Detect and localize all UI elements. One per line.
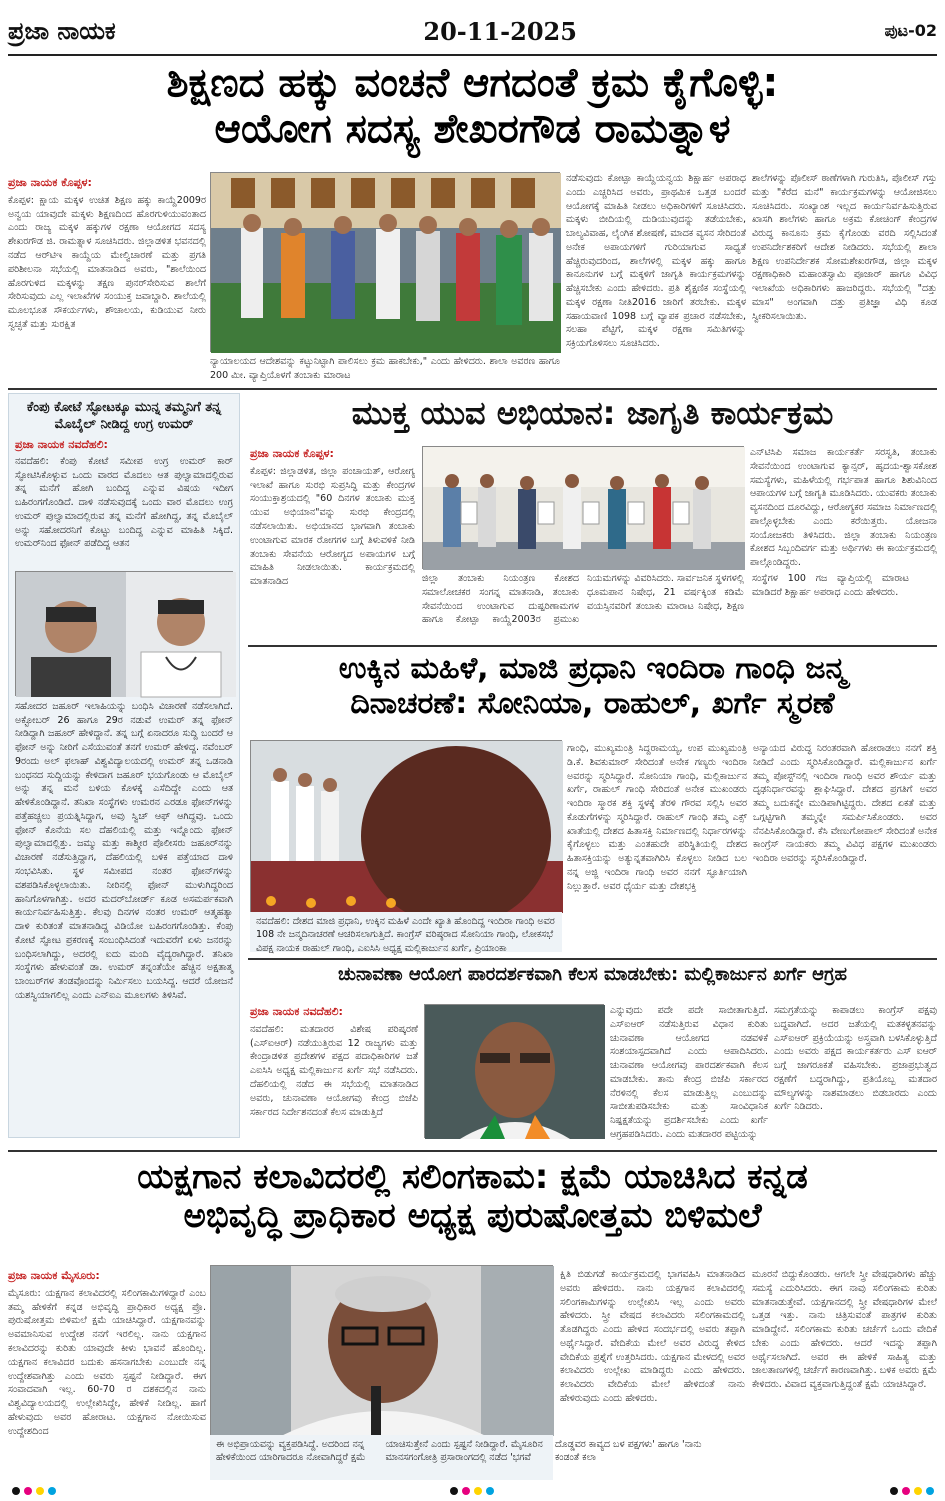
story1-headline (10, 60, 935, 152)
story3-col3 (750, 446, 937, 638)
registration-dot (450, 1487, 458, 1495)
awareness-event-photo (423, 447, 745, 570)
story1-headline-line1: ಶಿಕ್ಷಣದ ಹಕ್ಕು ವಂಚನೆ ಆಗದಂತೆ ಕ್ರಮ ಕೈಗೊಳ್ಳಿ: (166, 60, 779, 106)
story1-col3 (566, 172, 746, 382)
story2-text-bottom: ಸಹೋದರ ಜಹೂರ್ ಇಲಾಹಿಯನ್ನು ಬಂಧಿಸಿ ವಿಚಾರಣೆ ನಡೆಸಲಾಗಿದೆ. ಅಕ್ಟೋಬರ್ 26 ಹಾಗೂ 29ರ ನಡುವೆ ಉಮರ್ ತನ್ನ ಫೋನ್ ನೀಡಿದ್ದಾಗಿ ಜಹೂರ್ ಹೇಳಿದ್ದಾನೆ. ತನ್ನ ಬಗ್ಗೆ ಏನಾದರೂ ಸುದ್ದಿ ಬಂದರೆ ಆ ಫೋನ್ ಅನ್ನು ನೀರಿಗೆ ಎಸೆಯುವಂತೆ ತನಗೆ ಉಮರ್ ಹೇಳಿದ್ದ. ನವೆಂಬರ್ 9ರಂದು ಅಲ್ ಫಲಾಹ್ ವಿಶ್ವವಿದ್ಯಾಲಯದಲ್ಲಿ ಉಮರ್ ತನ್ನ ಒಡನಾಡಿ ಬಂಧನದ ಸುದ್ದಿಯನ್ನು ಕೇಳಿದಾಗ ಜಹೂರ್ ಭಯಗೊಂಡು ಆ ಮೊಬೈಲ್ ಅನ್ನು ತನ್ನ ಮನೆ ಬಳಿಯ ಕೊಳಕ್ಕೆ ಎಸೆದಿದ್ದೇ ಎಂದು ಆತ ಹೇಳಿಕೊಂಡಿದ್ದಾನೆ. ತನಿಖಾ ಸಂಸ್ಥೆಗಳು ಉಮರನ ಎರಡೂ ಫೋನ್‌ಗಳನ್ನು ಪತ್ತೆಹಚ್ಚಲು ಪ್ರಯತ್ನಿಸಿದ್ದಾಗ, ಅವು ಸ್ವಿಚ್ ಆಫ್ ಆಗಿದ್ದವು. ಒಂದು ಫೋನ್ ಕೊನೆಯ ಸಲ ದೆಹಲಿಯಲ್ಲಿ ಮತ್ತು ಇನ್ನೊಂದು ಫೋನ್ ಪುಲ್ವಾಮಾದಲ್ಲಿತ್ತು. ಜಮ್ಮು ಮತ್ತು ಕಾಶ್ಮೀರ ಪೊಲೀಸರು ಜಹೂರ್‌ನನ್ನು ವಿಚಾರಣೆ ನಡೆಸುತ್ತಿದ್ದಾಗ, ದೆಹಲಿಯಲ್ಲಿ ಬಳಿಕ ಪತ್ತೆಯಾದ ದಾಳಿ ಸಂಭವಿಸಿತು. ಸ್ಥಳ ಸಮೀಪದ ನಂತರ ಫೋನ್‌ಗಳನ್ನು ವಶಪಡಿಸಿಕೊಳ್ಳಲಾಯಿತು. ನೀರಿನಲ್ಲಿ ಫೋನ್ ಮುಳುಗಿದ್ದರಿಂದ ಹಾನಿಗೊಳಗಾಗಿತ್ತು. ಅದರ ಮದರ್‌ಬೋರ್ಡ್ ಕೂಡ ಅಸಮರ್ಪಕವಾಗಿ ಕಾರ್ಯನಿರ್ವಹಿಸುತ್ತಿತ್ತು. ಕೆಲವು ದಿನಗಳ ನಂತರ ಉಮರ್ ಆತ್ಮಹತ್ಯಾ ದಾಳಿ ಕುರಿತಂತೆ ಮಾತನಾಡಿದ್ದ ವಿಡಿಯೋ ಬಹಿರಂಗಗೊಂಡಿತ್ತು. ಕೆಂಪು ಕೋಟೆ ಸ್ಫೋಟ ಪ್ರಕರಣಕ್ಕೆ ಸಂಬಂಧಿಸಿದಂತೆ ಇದುವರೆಗೆ ಏಳು ಜನರನ್ನು ಬಂಧಿಸಲಾಗಿದ್ದು, ಅದರಲ್ಲಿ ಐದು ಮಂದಿ ವೈದ್ಯರಾಗಿದ್ದಾರೆ. ತನಿಖಾ ಸಂಸ್ಥೆಗಳು ಹೇಳುವಂತೆ ಡಾ. ಉಮರ್ ತನ್ನಂತೆಯೇ ಹೆಚ್ಚಿನ ಅಕ್ಷತಾತ್ಮ ಬಾಂಬರ್‌ಗಳ ತಂಡವೊಂದನ್ನು ನಿರ್ಮಿಸಲು ಬಯಸಿದ್ದ. ಆದರೆ ಯೋಜನೆ ಯಶಸ್ವಿಯಾಗಲಿಲ್ಲ ಎಂದು ಎನ್‌ಐಎ ಮೂಲಗಳು ತಿಳಿಸಿವೆ. (15, 700, 233, 1001)
story4-col3 (753, 742, 937, 952)
story3-headline: ಮುಕ್ತ ಯುವ ಅಭಿಯಾನ: ಜಾಗೃತಿ ಕಾರ್ಯಕ್ರಮ (351, 394, 834, 432)
story1-col4-text: ಶಾಲೆಗಳನ್ನು ಪೊಲೀಸ್ ಠಾಣೆಗಳಾಗಿ ಗುರುತಿಸಿ, ಪೊಲೀಸ್ ಗಸ್ತು ಮತ್ತು "ಕೆರೆದ ಮನೆ" ಕಾರ್ಯಕ್ರಮಗಳನ್ನು ಆಯೋಜಿಸಲು ಸೂಚಿಸಿದರು. ಸಂಖ್ಯಾಂಶ ಇಲ್ಲದ ಕಾರ್ಯನಿರ್ವಹಿಸುತ್ತಿರುವ ಖಾಸಗಿ ಶಾಲೆಗಳು ಹಾಗೂ ಅಕ್ರಮ ಕೋಚಿಂಗ್ ಕೇಂದ್ರಗಳ ವಿರುದ್ಧ ಕಾನೂನು ಕ್ರಮ ಕೈಗೊಂಡು ವರದಿ ಸಲ್ಲಿಸಿದಂತೆ ಉಪನಿರ್ದೇಶಕರಿಗೆ ಆದೇಶ ನೀಡಿದರು. ಸಭೆಯಲ್ಲಿ ಶಾಲಾ ಶಿಕ್ಷಣ ಉಪನಿರ್ದೇಶಕ ಸೋಮಶೇಖರಗೌಡ, ಜಿಲ್ಲಾ ಮಕ್ಕಳ ರಕ್ಷಣಾಧಿಕಾರಿ ಮಹಾಂತಸ್ವಾಮಿ ಪೂಜಾರ್ ಹಾಗೂ ವಿವಿಧ ಇಲಾಖೆಯ ಅಧಿಕಾರಿಗಳು ಹಾಜರಿದ್ದರು. ಸಭೆಯಲ್ಲಿ "ದತ್ತು ಮಾಸ" ಅಂಗವಾಗಿ ದತ್ತು ಪ್ರತಿಜ್ಞಾ ವಿಧಿ ಕೂಡ ಸ್ವೀಕರಿಸಲಾಯಿತು. (752, 173, 937, 322)
story2-photo (15, 571, 233, 696)
registration-dot (486, 1487, 494, 1495)
story1-headline-line2: ಆಯೋಗ ಸದಸ್ಯ ಶೇಖರಗೌಡ ರಾಮತ್ನಾಳ (214, 106, 731, 152)
story6-byline: ಪ್ರಜಾ ನಾಯಕ ಮೈಸೂರು: (8, 1269, 100, 1282)
issue-date: 20-11-2025 (423, 16, 577, 46)
story5-photo (424, 1004, 604, 1138)
newspaper-name: ಪ್ರಜಾ ನಾಯಕ (8, 17, 116, 45)
story6-col4-text: ಮೂರನೆ ಬಿದ್ದುಕೊಂಡರು. ಆಗಲೇ ಸ್ತ್ರೀ ವೇಷಧಾರಿಗಳು ಹೆಚ್ಚು ಸಮಸ್ಯೆ ಎದುರಿಸಿದರು. ಈಗ ನಾವು ಸಲಿಂಗಕಾಮ ಕುರಿತು ಮಾತನಾಡುತ್ತೇವೆ. ಯಕ್ಷಗಾನದಲ್ಲಿ ಸ್ತ್ರೀ ವೇಷಧಾರಿಗಳ ಮೇಲೆ ಒತ್ತಡ ಇತ್ತು. ನಾನು ಚಿತ್ರಿಸುವಂತೆ ಪಾತ್ರಗಳ ಕುರಿತು ಮಾಡಿದ್ದೇನೆ. ಸಲಿಂಗಕಾಮ ಕುರಿತು ಚರ್ಚೆಗೆ ಒಂದು ವೇದಿಕೆ ಬೇಕು ಎಂದು ಹೇಳಿದರು. ಆದರೆ ಇದನ್ನು ತಪ್ಪಾಗಿ ಅರ್ಥೈಸಲಾಗಿದೆ. ಅವರ ಈ ಹೇಳಿಕೆ ಸಾಹಿತ್ಯ ಮತ್ತು ಜಾಲತಾಣಗಳಲ್ಲಿ ಚರ್ಚೆಗೆ ಕಾರಣವಾಗಿತ್ತು. ಬಳಿಕ ಅವರು ಕ್ಷಮೆ ಕೇಳಿದರು. ವಿವಾದ ವ್ಯಕ್ತವಾಗುತ್ತಿದ್ದಂತೆ ಕ್ಷಮೆ ಯಾಚಿಸಿದ್ದಾರೆ. (752, 1269, 937, 1391)
story4-caption-text: ನವದೆಹಲಿ: ದೇಶದ ಮಾಜಿ ಪ್ರಧಾನಿ, ಉಕ್ಕಿನ ಮಹಿಳೆ ಎಂದೇ ಖ್ಯಾತಿ ಹೊಂದಿದ್ದ ಇಂದಿರಾ ಗಾಂಧಿ ಅವರ 108 ನೇ ಜನ್ಮದಿನಾಚರಣೆ ಆಚರಿಸಲಾಗುತ್ತಿದೆ. ಕಾಂಗ್ರೆಸ್ ವರಿಷ್ಠರಾದ ಸೋನಿಯಾ ಗಾಂಧಿ, ಲೋಕಸಭೆ ವಿಪಕ್ಷ ನಾಯಕ ರಾಹುಲ್ ಗಾಂಧಿ, ಎಐಸಿಸಿ ಅಧ್ಯಕ್ಷ ಮಲ್ಲಿಕಾರ್ಜುನ ಖರ್ಗೆ, ಪ್ರಿಯಾಂಕಾ (256, 916, 555, 954)
story3-col3-text: ಎನ್‌ಟಿಸಿಪಿ ಸಮಾಜ ಕಾರ್ಯಕರ್ತೆ ಸರಸ್ವತಿ, ತಂಬಾಕು ಸೇವನೆಯಿಂದ ಉಂಟಾಗುವ ಕ್ಯಾನ್ಸರ್, ಹೃದಯ-ಶ್ವಾಸಕೋಶ ಸಮಸ್ಯೆಗಳು, ಮಹಿಳೆಯಲ್ಲಿ ಗರ್ಭಪಾತ ಹಾಗೂ ಶಿಶುವಿನಿಂದ ಆಪಾಯಗಳ ಬಗ್ಗೆ ಜಾಗೃತಿ ಮೂಡಿಸಿದರು. ಯುವಕರು ತಂಬಾಕು ವ್ಯಸನದಿಂದ ದೂರವಿದ್ದು, ಆರೋಗ್ಯಕರ ಸಮಾಜ ನಿರ್ಮಾಣದಲ್ಲಿ ಪಾಲ್ಗೊಳ್ಳಬೇಕು ಎಂದು ಕರೆಯಿತ್ತರು. ಯೋಜನಾ ಸಂಯೋಜಕರು ತಿಳಿಸಿದರು. ಜಿಲ್ಲಾ ತಂಬಾಕು ನಿಯಂತ್ರಣ ಕೋಶದ ಸಿಬ್ಬಂದಿವರ್ಗ ಮತ್ತು ಅರ್ಥಿಗಳು ಈ ಕಾರ್ಯಕ್ರಮದಲ್ಲಿ ಪಾಲ್ಗೊಂಡಿದ್ದರು. (750, 447, 937, 569)
story4-col2-text: ಗಾಂಧಿ, ಮುಖ್ಯಮಂತ್ರಿ ಸಿದ್ದರಾಮಯ್ಯ, ಉಪ ಮುಖ್ಯಮಂತ್ರಿ ಡಿ.ಕೆ. ಶಿವಕುಮಾರ್ ಸೇರಿದಂತೆ ಅನೇಕ ಗಣ್ಯರು ಇಂದಿರಾ ಅವರನ್ನು ಸ್ಮರಿಸಿದ್ದಾರೆ. ಸೋನಿಯಾ ಗಾಂಧಿ, ಮಲ್ಲಿಕಾರ್ಜುನ ಖರ್ಗೆ, ರಾಹುಲ್ ಗಾಂಧಿ ಸೇರಿದಂತೆ ಅನೇಕ ಮುಖಂಡರು ಇಂದಿರಾ ಸ್ಮಾರಕ ಶಕ್ತಿ ಸ್ಥಳಕ್ಕೆ ತೆರಳಿ ಗೌರವ ಸಲ್ಲಿಸಿ ಅವರ ಕೊಡುಗೆಗಳನ್ನು ಸ್ಮರಿಸಿದ್ದಾರೆ. ರಾಹುಲ್ ಗಾಂಧಿ ತಮ್ಮ ಎಕ್ಸ್ ಖಾತೆಯಲ್ಲಿ ದೇಶದ ಹಿತಾಸಕ್ತಿ ನಿರ್ಮಾಣದಲ್ಲಿ ನಿರ್ಧಾರಗಳನ್ನು ಕೈಗೊಳ್ಳಲು ಮತ್ತು ಎಂತಹುದೇ ಪರಿಸ್ಥಿತಿಯಲ್ಲಿ ದೇಶದ ಹಿತಾಸಕ್ತಿಯನ್ನು ಅತ್ಯುನ್ನತವಾಗಿರಿಸಿ ಕೊಳ್ಳಲು ನೀಡಿದ ಬಲ ನನ್ನ ಅಜ್ಜಿ ಇಂದಿರಾ ಗಾಂಧಿ ಅವರ ನನಗೆ ಸ್ಫೂರ್ತಿಯಾಗಿ ನಿಲ್ಲುತ್ತಾರೆ. ಅವರ ಧೈರ್ಯ ಮತ್ತು ದೇಶಭಕ್ತಿ (567, 743, 747, 892)
registration-dot (926, 1487, 934, 1495)
story1-col1 (8, 175, 206, 375)
story1-col1-text: ಕೊಪ್ಪಳ: ಕ್ಷಾಯ ಮಕ್ಕಳ ಉಚಿತ ಶಿಕ್ಷಣ ಹಕ್ಕು ಕಾಯ್ದೆ2009ರ ಅನ್ವಯ ಯಾವುದೇ ಮಕ್ಕಳು ಶಿಕ್ಷಣದಿಂದ ಹೊರಗುಳಿಯುವಂತಾದ ಎಂದು ರಾಜ್ಯ ಮಕ್ಕಳ ಹಕ್ಕುಗಳ ರಕ್ಷಣಾ ಆಯೋಗದ ಸದಸ್ಯ ಶೇಖರಗೌಡ ಜಿ. ರಾಮತ್ನಾಳ ಸೂಚಿಸಿದರು. ಜಿಲ್ಲಾಡಳಿತ ಭವನದಲ್ಲಿ ನಡೆದ ಆರ್‌ಟಿಇ ಕಾಯ್ದೆಯ ಮೇಲ್ವಿಚಾರಣೆ ಮತ್ತು ಪ್ರಗತಿ ಪರಿಶೀಲನಾ ಸಭೆಯಲ್ಲಿ ಮಾತನಾಡಿದ ಅವರು, "ಶಾಲೆಯಿಂದ ಹೊರಗುಳಿದ ಮಕ್ಕಳನ್ನು ತಕ್ಷಣ ಪುನರ್‌ಸೇರಿಸುವ ಶಾಲೆಗೆ ಸೇರಿಸುವುದು ಎಲ್ಲ ಇಲಾಖೆಗಳ ಸಂಯುಕ್ತ ಜವಾಬ್ದಾರಿ. ಶಾಲೆಯಲ್ಲಿ ಮೂಲಭೂತ ಸೌಕರ್ಯಗಳು, ಶೌಚಾಲಯ, ಕುಡಿಯುವ ನೀರು ಸ್ವಚ್ಛತೆ ಮತ್ತು ಸುರಕ್ಷಿತ (8, 194, 206, 330)
story1-photo-caption (210, 355, 560, 383)
registration-dot (36, 1487, 44, 1495)
story4-caption (250, 912, 562, 952)
registration-dot (12, 1487, 20, 1495)
story5-byline: ಪ್ರಜಾ ನಾಯಕ ನವದೆಹಲಿ: (250, 1005, 343, 1018)
story5-col3 (774, 1004, 937, 1138)
story6-col1-text: ಮೈಸೂರು: ಯಕ್ಷಗಾನ ಕಲಾವಿದರಲ್ಲಿ ಸಲಿಂಗಕಾಮಿಗಳಿದ್ದಾರೆ ಎಂಬ ತಮ್ಮ ಹೇಳಿಕೆಗೆ ಕನ್ನಡ ಅಭಿವೃದ್ಧಿ ಪ್ರಾಧಿಕಾರ ಅಧ್ಯಕ್ಷ ಪ್ರೊ. ಪುರುಷೋತ್ತಮ ಬಿಳಿಮಲೆ ಕ್ಷಮೆ ಯಾಚಿಸಿದ್ದಾರೆ. ಯಕ್ಷಗಾನವನ್ನು ಅವಮಾನಿಸುವ ಉದ್ದೇಶ ನನಗೆ ಇರಲಿಲ್ಲ. ನಾನು ಯಕ್ಷಗಾನ ಕಲಾವಿದರನ್ನು ಕುರಿತು ಯಾವುದೇ ಕೀಳು ಭಾವನೆ ಹೊಂದಿಲ್ಲ. ಯಕ್ಷಗಾನ ಕಲಾವಿದರ ಬದುಕು ಹಸನಾಗಬೇಕು ಎಂಬುದೇ ನನ್ನ ಉದ್ದೇಶವಾಗಿತ್ತು ಎಂದು ಅವರು ಸ್ಪಷ್ಟನೆ ನೀಡಿದ್ದಾರೆ. ಈಗ ಸಂವಾದವಾಗಿ ಇಲ್ಲ. 60-70 ರ ದಶಕದಲ್ಲಿನ ನಾನು ವಿಶ್ವವಿದ್ಯಾಲಯದಲ್ಲಿ ಉಲ್ಲೇಖಿಸಿದ್ದೇ, ಹೇಳಿಕೆ ನೀಡಿಲ್ಲ. ಹಾಗೆ ಹೇಳುವುದು ಅವರ ಹೋರಾಟ. ಯಕ್ಷಗಾನ ನೋಯಿಸುವ ಉದ್ದೇಶದಿಂದ (8, 1287, 206, 1437)
registration-dot (462, 1487, 470, 1495)
story6-headline-line2: ಅಭಿವೃದ್ಧಿ ಪ್ರಾಧಿಕಾರ ಅಧ್ಯಕ್ಷ ಪುರುಷೋತ್ತಮ ಬಿಳಿಮಲೆ (183, 1196, 762, 1237)
story3-col1 (250, 446, 415, 646)
story4-headline-line1: ಉಕ್ಕಿನ ಮಹಿಳೆ, ಮಾಜಿ ಪ್ರಧಾನಿ ಇಂದಿರಾ ಗಾಂಧಿ ಜನ್ಮ (338, 651, 847, 686)
story3-caption (422, 572, 909, 638)
story5-headline: ಚುನಾವಣಾ ಆಯೋಗ ಪಾರದರ್ಶಕವಾಗಿ ಕೆಲಸ ಮಾಡಬೇಕು: ಮಲ್ಲಿಕಾರ್ಜುನ ಖರ್ಗೆ ಆಗ್ರಹ (337, 964, 848, 985)
section-divider-3 (248, 958, 937, 960)
story6-caption (210, 1435, 702, 1480)
registration-dot (474, 1487, 482, 1495)
story4-col3-text: ಅನ್ಯಾಯದ ವಿರುದ್ಧ ನಿರಂತರವಾಗಿ ಹೋರಾಡಲು ನನಗೆ ಶಕ್ತಿ ನೀಡಿದೆ ಎಂದು ಸ್ಮರಿಸಿಕೊಂಡಿದ್ದಾರೆ. ಮಲ್ಲಿಕಾರ್ಜುನ ಖರ್ಗೆ ತಮ್ಮ ಪೋಸ್ಟ್‌ನಲ್ಲಿ ಇಂದಿರಾ ಗಾಂಧಿ ಅವರ ಶೌರ್ಯ ಮತ್ತು ದೃಢನಿರ್ಧಾರವನ್ನು ಶ್ಲಾಘಿಸಿದ್ದಾರೆ. ದೇಶದ ಪ್ರಗತಿಗೆ ಅವರ ತಮ್ಮ ಬದುಕನ್ನೇ ಮುಡಿಪಾಗಿಟ್ಟಿದ್ದರು. ದೇಶದ ಏಕತೆ ಮತ್ತು ಒಗ್ಗಟ್ಟಿಗಾಗಿ ತಮ್ಮನ್ನೇ ಸಮರ್ಪಿಸಿಕೊಂಡರು. ಅವರ ನೆನಪಿಸಿಕೊಂಡಿದ್ದಾರೆ. ಕೆಸಿ ವೇಣುಗೋಪಾಲ್ ಸೇರಿದಂತೆ ಅನೇಕ ಕಾಂಗ್ರೆಸ್ ನಾಯಕರು ತಮ್ಮ ವಿವಿಧ ಪಕ್ಷಗಳ ಮುಖಂಡರು ಇಂದಿರಾ ಅವರನ್ನು ಸ್ಮರಿಸಿಕೊಂಡಿದ್ದಾರೆ. (753, 743, 937, 865)
story1-col4 (752, 172, 937, 382)
registration-marks-left (12, 1487, 56, 1495)
story6-col3 (560, 1268, 745, 1480)
story5-col3-text: ಸಮಗ್ರತೆಯನ್ನು ಕಾಪಾಡಲು ಕಾಂಗ್ರೆಸ್ ಪಕ್ಷವು ಬದ್ಧವಾಗಿದೆ. ಅದರ ಜತೆಯಲ್ಲಿ ಮತಕಳ್ಳತನವನ್ನು ಎಸ್‌ಐಆರ್ ಪ್ರಕ್ರಿಯೆಯನ್ನು ಅಸ್ತ್ರವಾಗಿ ಬಳಸಿಕೊಳ್ಳುತ್ತಿದೆ ಎಂದು ಅವರು ಪಕ್ಷದ ಕಾರ್ಯಕರ್ತರು ಎಸ್ ಐಆರ್ ಬಗ್ಗೆ ಜಾಗರೂಕತೆ ವಹಿಸಬೇಕು. ಪ್ರಜಾಪ್ರಭುತ್ವದ ರಕ್ಷಣೆಗೆ ಬದ್ಧರಾಗಿದ್ದು, ಪ್ರತಿಯೊಬ್ಬ ಮತದಾರ ಮೌಲ್ಯಗಳನ್ನು ನಾಶಮಾಡಲು ಬಿಡಬಾರದು ಎಂದು ಖರ್ಗೆ ನಿಡಿದರು. (774, 1005, 937, 1113)
story3-col1-text: ಕೊಪ್ಪಳ: ಜಿಲ್ಲಾಡಳಿತ, ಜಿಲ್ಲಾ ಪಂಚಾಯತ್, ಆರೋಗ್ಯ ಇಲಾಖೆ ಹಾಗೂ ಸುರಭಿ ಸುಪ್ರಸಿದ್ಧಿ ಮತ್ತು ಕೇಂದ್ರಗಳ ಸಂಯುಕ್ತಾಶ್ರಯದಲ್ಲಿ "60 ದಿನಗಳ ತಂಬಾಕು ಮುಕ್ತ ಯುವ ಅಭಿಯಾನ"ವನ್ನು ಸುರಭಿ ಕೇಂದ್ರದಲ್ಲಿ ನಡೆಸಲಾಯಿತು. ಅಭಿಯಾನದ ಭಾಗವಾಗಿ ತಂಬಾಕು ಉಂಟಾಗುವ ಮಾರಕ ರೋಗಗಳ ಬಗ್ಗೆ ತಿಳುವಳಿಕೆ ನೀಡಿ ತಂಬಾಕು ಸೇವನೆಯ ಆರೋಗ್ಯದ ಅಪಾಯಗಳ ಬಗ್ಗೆ ಮಾಹಿತಿ ನೀಡಲಾಯಿತು. ಕಾರ್ಯಕ್ರಮದಲ್ಲಿ ಮಾತನಾಡಿದ (250, 465, 415, 588)
story5-col2-text: ಎನ್ನುವುದು ಪದೇ ಪದೇ ಸಾಬೀತಾಗುತ್ತಿದೆ. ಎಸ್‌ಐಆರ್ ನಡೆಸುತ್ತಿರುವ ವಿಧಾನ ಕುರಿತು ಚುನಾವಣಾ ಆಯೋಗದ ನಡವಳಿಕೆ ಸಂಶಯಾಸ್ಪದವಾಗಿದೆ ಎಂದು ಆಪಾದಿಸಿದರು. ಚುನಾವಣಾ ಆಯೋಗವು ಪಾರದರ್ಶಕವಾಗಿ ಕೆಲಸ ಮಾಡಬೇಕು. ತಾನು ಕೇಂದ್ರ ಬಿಜೆಪಿ ಸರ್ಕಾರದ ನೆರಳಿನಲ್ಲಿ ಕೆಲಸ ಮಾಡುತ್ತಿಲ್ಲ ಎಂಬುದನ್ನು ಸಾಬೀತುಪಡಿಸಬೇಕು ಮತ್ತು ಸಾಂವಿಧಾನಿಕ ನಿಷ್ಪಕ್ಷತೆಯನ್ನು ಪ್ರದರ್ಶಿಸಬೇಕು ಎಂದು ಖರ್ಗೆ ಆಗ್ರಹಪಡಿಸಿದರು. ಎಂದು ಮತದಾರರ ಪಟ್ಟಿಯನ್ನು (610, 1005, 768, 1140)
story1-caption-text: ನ್ಯಾಯಾಲಯದ ಆದೇಶವನ್ನು ಕಟ್ಟುನಿಟ್ಟಾಗಿ ಪಾಲಿಸಲು ಕ್ರಮ ಹಾಕಬೇಕು," ಎಂದು ಹೇಳಿದರು. ಶಾಲಾ ಅವರಣ ಹಾಗೂ 200 ಮೀ. ವ್ಯಾಪ್ತಿಯೊಳಗೆ ತಂಬಾಕು ಮಾರಾಟ (210, 356, 560, 381)
registration-dot (902, 1487, 910, 1495)
story4-headline (248, 652, 937, 721)
story5-col1 (250, 1004, 418, 1138)
story3-photo (422, 446, 744, 569)
story3-byline: ಪ್ರಜಾ ನಾಯಕ ಕೊಪ್ಪಳ: (250, 447, 334, 460)
story6-photo (210, 1265, 553, 1435)
story2-text-top: ನವದೆಹಲಿ: ಕೆಂಪು ಕೋಟೆ ಸಮೀಪ ಉಗ್ರ ಉಮರ್ ಕಾರ್ ಸ್ಫೋಟಿಸಿಕೊಳ್ಳುವ ಒಂದು ವಾರದ ಮೊದಲು ಆತ ಪುಲ್ವಾಮಾದಲ್ಲಿರುವ ತನ್ನ ಮನೆಗೆ ಹೋಗಿ ಬಂದಿದ್ದ ಎನ್ನುವ ವಿಷಯ ಇದೀಗ ಬಹಿರಂಗಗೊಂಡಿದೆ. ದಾಳಿ ನಡೆಸುವುದಕ್ಕೆ ಒಂದು ವಾರ ಮೊದಲು ಉಗ್ರ ಉಮರ್ ಪುಲ್ವಾಮಾದಲ್ಲಿರುವ ತನ್ನ ಮನೆಗೆ ಹೋಗಿದ್ದ, ತನ್ನ ಮೊಬೈಲ್ ಅನ್ನು ಸಹೋದರನಿಗೆ ಕೊಟ್ಟು ಬಂದಿದ್ದ ಎನ್ನುವ ಮಾಹಿತಿ ಸಿಕ್ಕಿದೆ. ಉಮರ್‌ನಿಂದ ಫೋನ್ ಪಡೆದಿದ್ದ ಆತನ (15, 455, 233, 550)
registration-dot (48, 1487, 56, 1495)
story6-col4 (752, 1268, 937, 1480)
registration-dot (890, 1487, 898, 1495)
story6-headline (10, 1158, 935, 1236)
memorial-tribute-photo (251, 741, 563, 913)
story2-byline: ಪ್ರಜಾ ನಾಯಕ ನವದೆಹಲಿ: (15, 437, 108, 451)
story3-caption-text: ಜಿಲ್ಲಾ ತಂಬಾಕು ನಿಯಂತ್ರಣ ಕೋಶದ ಸಮಾಲೋಚಕರ ಸಂಗನ್ನ ಮಾತನಾಡಿ, ತಂಬಾಕು ಸೇವನೆಯಿಂದ ಉಂಟಾಗುವ ದುಷ್ಪರಿಣಾಮಗಳ ಹಾಗೂ ಕೋಟ್ಪಾ ಕಾಯ್ದೆ2003ರ ಪ್ರಮುಖ ನಿಯಮಗಳನ್ನು ವಿವರಿಸಿದರು. ಸಾರ್ವಜನಿಕ ಸ್ಥಳಗಳಲ್ಲಿ ಧೂಮಪಾನ ನಿಷೇಧ, 21 ವರ್ಷಕ್ಕಿಂತ ಕಡಿಮೆ ವಯಸ್ಸಿನವರಿಗೆ ತಂಬಾಕು ಮಾರಾಟ ನಿಷೇಧ, ಶಿಕ್ಷಣ ಸಂಸ್ಥೆಗಳ 100 ಗಜ ವ್ಯಾಪ್ತಿಯಲ್ಲಿ ಮಾರಾಟ ಮಾಡಿದರೆ ಶಿಕ್ಷಾರ್ಹ ಅಪರಾಧ ಎಂದು ಹೇಳಿದರು. (422, 573, 909, 626)
story4-photo (250, 740, 562, 912)
meeting-group-photo (211, 173, 561, 353)
suspects-photo (16, 572, 236, 697)
story4-col2 (567, 742, 747, 952)
story6-headline-line1: ಯಕ್ಷಗಾನ ಕಲಾವಿದರಲ್ಲಿ ಸಲಿಂಗಕಾಮ: ಕ್ಷಮೆ ಯಾಚಿಸಿದ ಕನ್ನಡ (137, 1157, 808, 1197)
masthead (8, 8, 937, 56)
story4-headline-line2: ದಿನಾಚರಣೆ: ಸೋನಿಯಾ, ರಾಹುಲ್, ಖರ್ಗೆ ಸ್ಮರಣೆ (350, 685, 835, 721)
story2-title: ಕೆಂಪು ಕೋಟೆ ಸ್ಫೋಟಕ್ಕೂ ಮುನ್ನ ತಮ್ಮನಿಗೆ ತನ್ನ ಮೊಬೈಲ್ ನೀಡಿದ್ದ ಉಗ್ರ ಉಮರ್ (26, 400, 222, 432)
speaker-portrait (211, 1266, 554, 1436)
registration-marks-right (890, 1487, 934, 1495)
page-number: ಪುಟ-02 (884, 21, 937, 40)
story1-byline: ಪ್ರಜಾ ನಾಯಕ ಕೊಪ್ಪಳ: (8, 176, 92, 189)
story1-photo (210, 172, 560, 352)
story2-sidebar (8, 393, 240, 1138)
section-divider-2 (248, 645, 937, 647)
politician-portrait (425, 1005, 605, 1139)
story5-col2 (610, 1004, 768, 1138)
story6-caption-text: ಈ ಅಭಿಪ್ರಾಯವನ್ನು ವ್ಯಕ್ತಪಡಿಸಿದ್ದೆ. ಅದರಿಂದ ನನ್ನ ಹೇಳಿಕೆಯಿಂದ ಯಾರಿಗಾದರೂ ನೋವಾಗಿದ್ದರೆ ಕ್ಷಮೆ ಯಾಚಿಸುತ್ತೇನೆ ಎಂದು ಸ್ಪಷ್ಟನೆ ನೀಡಿದ್ದಾರೆ. ಮೈಸೂರಿನ ಮಾನಸಗಂಗೋತ್ರಿ ಪ್ರಸಾರಾಂಗದಲ್ಲಿ ನಡೆದ 'ಭಗವೆ ದೊಡ್ಡವರ ಕಾವ್ಯದ ಬಳ ಪಕ್ಷಗಳು' ಹಾಗೂ 'ನಾನು ಕಂಡಂತೆ ಕಲಾ (216, 1439, 702, 1464)
story1-col3-text: ನಡೆಸುವುದು ಕೋಟ್ಪಾ ಕಾಯ್ದೆಯನ್ವಯ ಶಿಕ್ಷಾರ್ಹ ಅಪರಾಧ ಎಂದು ಎಚ್ಚರಿಸಿದ ಅವರು, ಪ್ರಾಥಮಿಕ ಒತ್ತಡ ಬಂದರೆ ಆಯೋಗಕ್ಕೆ ಮಾಹಿತಿ ನೀಡಲು ಅಧಿಕಾರಿಗಳಿಗೆ ಸೂಚಿಸಿದರು. ಮಕ್ಕಳು ಬೀದಿಯಲ್ಲಿ ದುಡಿಯುವುದನ್ನು ತಡೆಯಬೇಕು, ಬಾಲ್ಯವಿವಾಹ, ಲೈಂಗಿಕ ಶೋಷಣೆ, ಮಾದಕ ವ್ಯಸನ ಸೇರಿದಂತೆ ಅನೇಕ ಅಪಾಯಗಳಿಗೆ ಗುರಿಯಾಗುವ ಸಾಧ್ಯತೆ ಹೆಚ್ಚಿರುವುದರಿಂದ, ಶಾಲೆಗಳಲ್ಲಿ ಮಕ್ಕಳ ಹಕ್ಕು ಹಾಗೂ ಕಾನೂನುಗಳ ಬಗ್ಗೆ ಮಕ್ಕಳಿಗೆ ಜಾಗೃತಿ ಕಾರ್ಯಕ್ರಮಗಳನ್ನು ಹೆಚ್ಚಿಸಬೇಕು ಎಂದು ಹೇಳಿದರು. ಪ್ರತಿ ಶೈಕ್ಷಣಿಕ ಸಂಸ್ಥೆಯಲ್ಲಿ ಮಕ್ಕಳ ರಕ್ಷಣಾ ನೀತಿ2016 ಜಾರಿಗೆ ತರಬೇಕು. ಮಕ್ಕಳ ಸಹಾಯವಾಣಿ 1098 ಬಗ್ಗೆ ವ್ಯಾಪಕ ಪ್ರಚಾರ ನಡೆಸಬೇಕು, ಸಲಹಾ ಪೆಟ್ಟಿಗೆ, ಮಕ್ಕಳ ರಕ್ಷಣಾ ಸಮಿತಿಗಳನ್ನು ಸಕ್ರಿಯಗೊಳಿಸಲು ಸೂಚಿಸಿದರು. (566, 173, 746, 350)
story6-col3-text: ಕ್ಷಿತಿ ಬಿಡುಗಡೆ ಕಾರ್ಯಕ್ರಮದಲ್ಲಿ ಭಾಗವಹಿಸಿ ಮಾತನಾಡಿದ ಅವರು ಹೇಳಿದರು. ನಾನು ಯಕ್ಷಗಾನ ಕಲಾವಿದರಲ್ಲಿ ಸಲಿಂಗಕಾಮಿಗಳನ್ನು ಉಲ್ಲೇಖಿಸಿ ಇಲ್ಲ ಎಂದು ಅವರು ಹೇಳಿದರು. ಸ್ತ್ರೀ ವೇಷದ ಕಲಾವಿದರು ಸಲಿಂಗಕಾಮದಲ್ಲಿ ತೊಡಗಿದ್ದರು ಎಂದು ಹೇಳಿದ ಸಂದರ್ಭದಲ್ಲಿ ಅವರು ತಪ್ಪಾಗಿ ಅರ್ಥೈಸಿದ್ದಾರೆ. ವೇದಿಕೆಯ ಮೇಲೆ ಅವರ ವಿರುದ್ಧ ಕೇಳಿದ ವೇದಿಕೆಯ ಪ್ರಶ್ನೆಗೆ ಉತ್ತರಿಸಿದರು. ಯಕ್ಷಗಾನ ಮೇಳದಲ್ಲಿ ಅವರ ಕಲಾವಿದರು ಉಲ್ಲೇಖ ಮಾಡಿದ್ದರು ಎಂದು ಹೇಳಿದರು. ಕಲಾವಿದರು ವೇದಿಕೆಯ ಮೇಲೆ ಹೇಳಿದಂತೆ ನಾನು ಹೇಳಿರುವುದು ಎಂದು ಹೇಳಿದರು. (560, 1269, 745, 1404)
registration-dot (914, 1487, 922, 1495)
registration-marks-center (450, 1487, 494, 1495)
registration-dot (24, 1487, 32, 1495)
story5-col1-text: ನವದೆಹಲಿ: ಮತದಾರರ ವಿಶೇಷ ಪರಿಷ್ಕರಣೆ (ಎಸ್‌ಐಆರ್) ನಡೆಯುತ್ತಿರುವ 12 ರಾಜ್ಯಗಳು ಮತ್ತು ಕೇಂದ್ರಾಡಳಿತ ಪ್ರದೇಶಗಳ ಪಕ್ಷದ ಪದಾಧಿಕಾರಿಗಳ ಜತೆ ಎಐಸಿಸಿ ಅಧ್ಯಕ್ಷ ಮಲ್ಲಿಕಾರ್ಜುನ ಖರ್ಗೆ ಸಭೆ ನಡೆಸಿದರು. ದೆಹಲಿಯಲ್ಲಿ ನಡೆದ ಈ ಸಭೆಯಲ್ಲಿ ಮಾತನಾಡಿದ ಅವರು, ಚುನಾವಣಾ ಆಯೋಗವು ಕೇಂದ್ರ ಬಿಜೆಪಿ ಸರ್ಕಾರದ ನಿರ್ದೇಶನದಂತೆ ಕೆಲಸ ಮಾಡುತ್ತಿದೆ (250, 1023, 418, 1118)
section-divider (8, 388, 937, 390)
section-divider-4 (8, 1150, 937, 1152)
story6-col1 (8, 1268, 206, 1478)
